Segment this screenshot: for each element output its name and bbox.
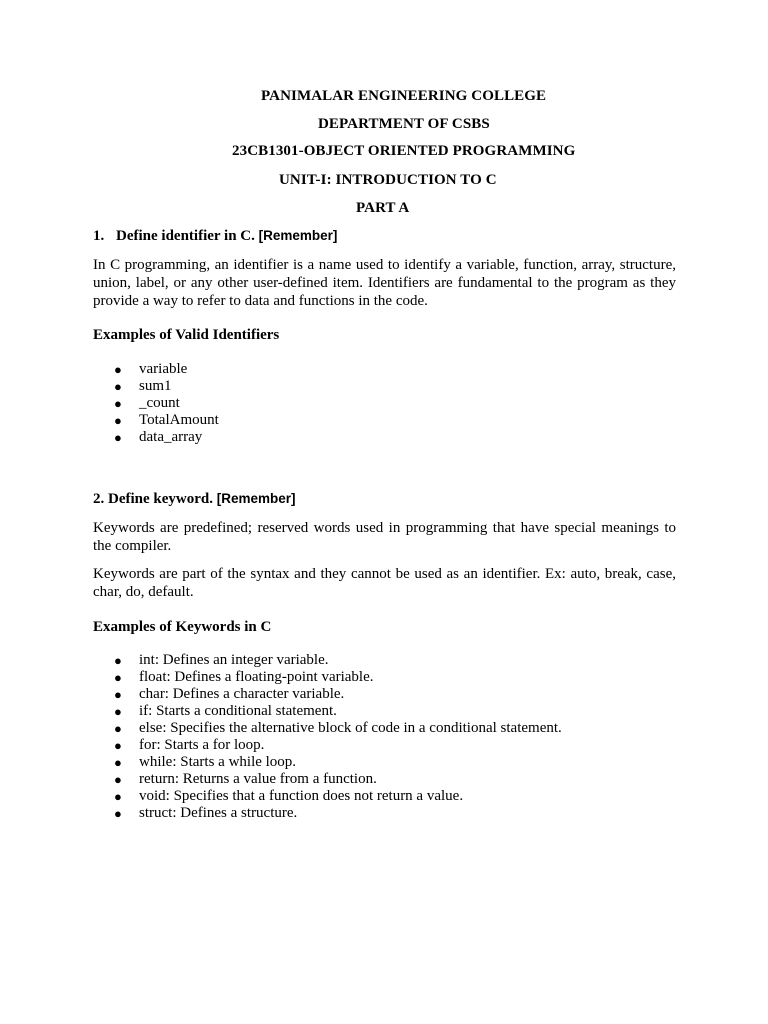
bullet-icon: ● xyxy=(114,806,122,821)
bullet-icon: ● xyxy=(114,704,122,719)
keyword-example-text: return: Returns a value from a function. xyxy=(139,771,377,787)
bullet-icon: ● xyxy=(114,396,122,411)
keyword-example xyxy=(93,686,562,703)
bullet-icon: ● xyxy=(114,413,122,428)
identifier-example-text: data_array xyxy=(139,429,203,445)
keywords-examples-heading: Examples of Keywords in C xyxy=(93,619,272,635)
keyword-example xyxy=(93,652,562,669)
bullet-icon: ● xyxy=(114,721,122,736)
keyword-example xyxy=(93,754,562,771)
identifier-example-text: _count xyxy=(139,395,180,411)
bullet-icon: ● xyxy=(114,670,122,685)
keyword-example xyxy=(93,805,562,822)
bullet-icon: ● xyxy=(114,789,122,804)
question-2-answer-2: Keywords are part of the syntax and they cannot be used as an identifier. Ex: auto, break, case, char, do, default. xyxy=(93,566,676,600)
question-2-heading xyxy=(93,491,296,508)
keyword-example xyxy=(93,788,562,805)
question-1-number: 1. xyxy=(93,228,105,244)
keyword-example xyxy=(93,669,562,686)
bullet-icon: ● xyxy=(114,362,122,377)
keyword-example-text: if: Starts a conditional statement. xyxy=(139,703,337,719)
bullet-icon: ● xyxy=(114,772,122,787)
bullet-icon: ● xyxy=(114,687,122,702)
keyword-example-text: for: Starts a for loop. xyxy=(139,737,265,753)
identifier-example xyxy=(93,361,219,378)
valid-identifiers-list xyxy=(93,361,219,446)
keyword-example-text: void: Specifies that a function does not return a value. xyxy=(139,788,464,804)
identifier-example-text: sum1 xyxy=(139,378,172,394)
department-name: DEPARTMENT OF CSBS xyxy=(318,116,490,132)
question-2-title: 2. Define keyword. xyxy=(93,491,213,507)
keyword-example xyxy=(93,720,562,737)
course-title: 23CB1301-OBJECT ORIENTED PROGRAMMING xyxy=(232,143,576,159)
bullet-icon: ● xyxy=(114,430,122,445)
keyword-example xyxy=(93,737,562,754)
unit-title: UNIT-I: INTRODUCTION TO C xyxy=(279,172,497,188)
question-2-tag: [Remember] xyxy=(216,491,296,506)
question-1-tag: [Remember] xyxy=(258,228,338,243)
identifier-example xyxy=(93,429,219,446)
keyword-example xyxy=(93,771,562,788)
bullet-icon: ● xyxy=(114,653,122,668)
identifier-example xyxy=(93,395,219,412)
valid-identifiers-heading: Examples of Valid Identifiers xyxy=(93,327,280,343)
keywords-list xyxy=(93,652,562,822)
keyword-example-text: float: Defines a floating-point variable. xyxy=(139,669,374,685)
question-1-title: Define identifier in C. xyxy=(116,228,255,244)
bullet-icon: ● xyxy=(114,738,122,753)
question-1-heading xyxy=(93,228,337,245)
keyword-example-text: int: Defines an integer variable. xyxy=(139,652,329,668)
keyword-example-text: struct: Defines a structure. xyxy=(139,805,298,821)
identifier-example xyxy=(93,412,219,429)
bullet-icon: ● xyxy=(114,755,122,770)
keyword-example-text: else: Specifies the alternative block of code in a conditional statement. xyxy=(139,720,562,736)
identifier-example-text: TotalAmount xyxy=(139,412,219,428)
bullet-icon: ● xyxy=(114,379,122,394)
question-1-answer: In C programming, an identifier is a name used to identify a variable, function, array, structure, union, label, or any other user-defined item. Identifiers are fundamental to the program as they provide a way to refer to data and functions in the code. xyxy=(93,257,676,309)
identifier-example xyxy=(93,378,219,395)
keyword-example-text: while: Starts a while loop. xyxy=(139,754,297,770)
college-name: PANIMALAR ENGINEERING COLLEGE xyxy=(261,88,547,104)
identifier-example-text: variable xyxy=(139,361,188,377)
keyword-example xyxy=(93,703,562,720)
question-2-answer-1: Keywords are predefined; reserved words used in programming that have special meanings to the compiler. xyxy=(93,520,676,554)
part-title: PART A xyxy=(356,200,410,216)
keyword-example-text: char: Defines a character variable. xyxy=(139,686,345,702)
